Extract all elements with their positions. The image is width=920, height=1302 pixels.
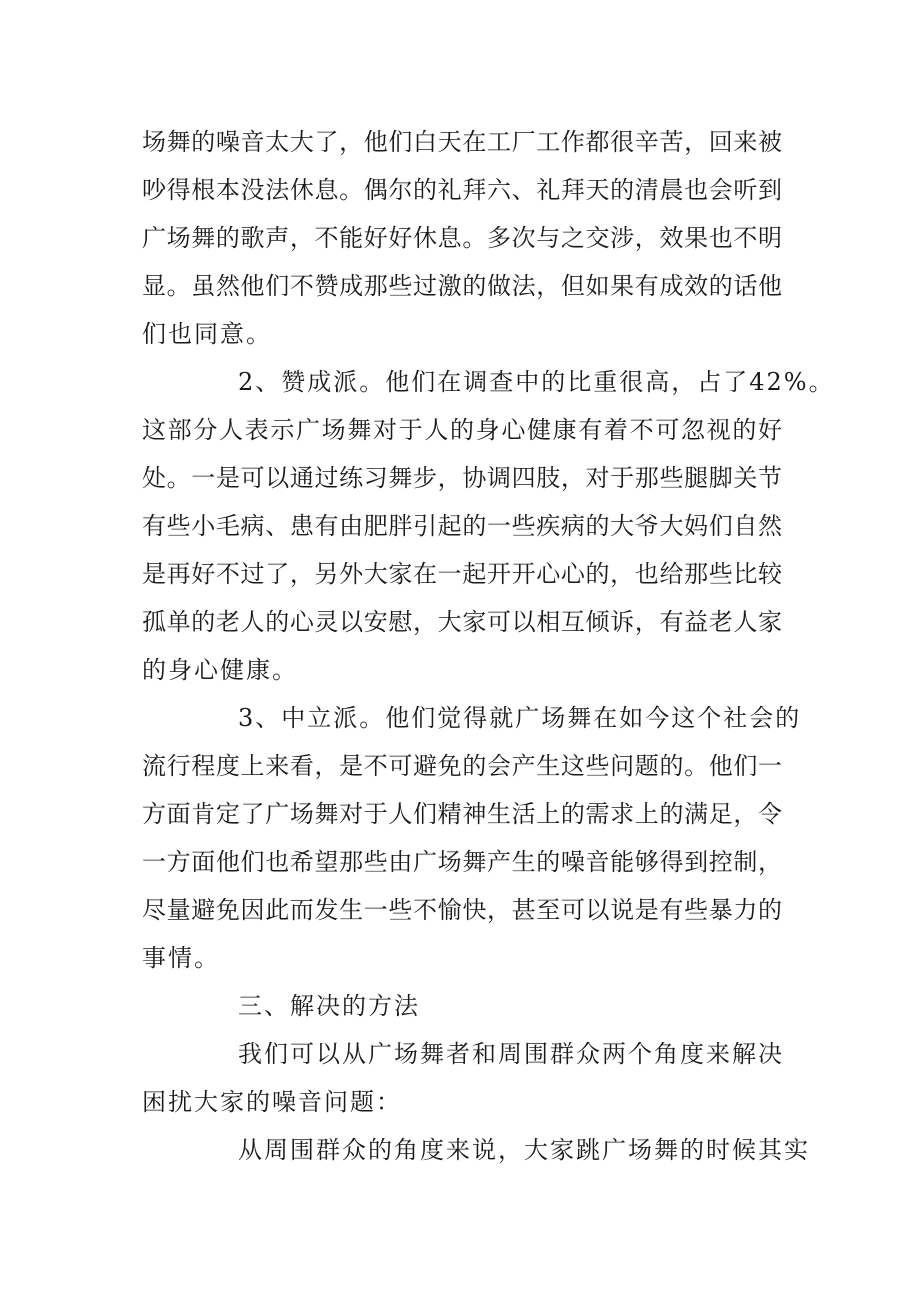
paragraph-line: 事情。 <box>142 944 220 972</box>
section-heading: 三、解决的方法 <box>238 992 420 1020</box>
paragraph-line: 场舞的噪音太大了，他们白天在工厂工作都很辛苦，回来被 <box>142 128 782 156</box>
document-body <box>142 118 835 1174</box>
paragraph-line: 3、中立派。他们觉得就广场舞在如今这个社会的 <box>238 704 802 732</box>
paragraph-line: 2、赞成派。他们在调查中的比重很高，占了42%。 <box>238 368 835 396</box>
paragraph-line: 的身心健康。 <box>142 656 298 684</box>
paragraph-line: 吵得根本没法休息。偶尔的礼拜六、礼拜天的清晨也会听到 <box>142 176 782 204</box>
paragraph-line: 我们可以从广场舞者和周围群众两个角度来解决 <box>238 1040 784 1068</box>
paragraph-line: 流行程度上来看，是不可避免的会产生这些问题的。他们一 <box>142 752 782 780</box>
paragraph-line: 一方面他们也希望那些由广场舞产生的噪音能够得到控制， <box>142 848 782 876</box>
paragraph-line: 显。虽然他们不赞成那些过激的做法，但如果有成效的话他 <box>142 272 782 300</box>
paragraph-line: 这部分人表示广场舞对于人的身心健康有着不可忽视的好 <box>142 416 782 444</box>
paragraph-line: 困扰大家的噪音问题： <box>142 1088 402 1116</box>
paragraph-line: 方面肯定了广场舞对于人们精神生活上的需求上的满足，令 <box>142 800 782 828</box>
paragraph-line: 广场舞的歌声，不能好好休息。多次与之交涉，效果也不明 <box>142 224 782 252</box>
paragraph-line: 处。一是可以通过练习舞步，协调四肢，对于那些腿脚关节 <box>142 464 782 492</box>
paragraph-line: 孤单的老人的心灵以安慰，大家可以相互倾诉，有益老人家 <box>142 608 782 636</box>
paragraph-line: 尽量避免因此而发生一些不愉快，甚至可以说是有些暴力的 <box>142 896 782 924</box>
paragraph-line: 从周围群众的角度来说，大家跳广场舞的时候其实 <box>238 1136 810 1164</box>
paragraph-line: 是再好不过了，另外大家在一起开开心心的，也给那些比较 <box>142 560 782 588</box>
paragraph-line: 有些小毛病、患有由肥胖引起的一些疾病的大爷大妈们自然 <box>142 512 782 540</box>
paragraph-line: 们也同意。 <box>142 320 272 348</box>
